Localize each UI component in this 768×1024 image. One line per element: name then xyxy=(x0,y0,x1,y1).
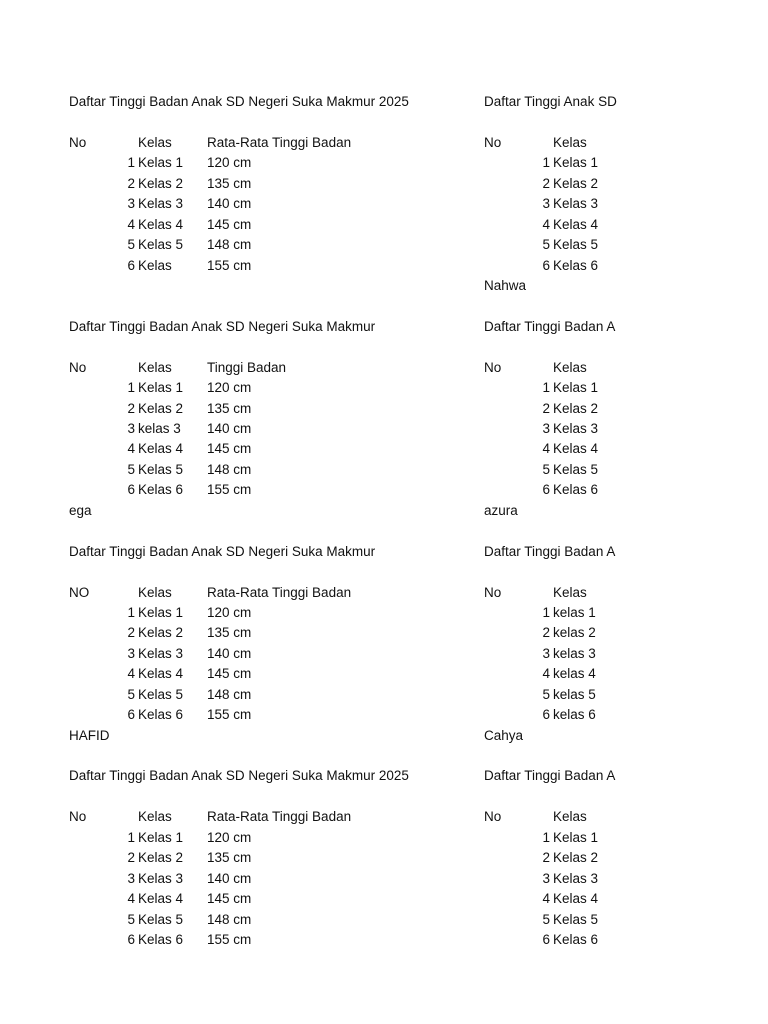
row-kelas: Kelas 5 xyxy=(138,686,184,702)
blank-row xyxy=(69,787,469,807)
row-kelas: kelas 1 xyxy=(553,604,596,620)
row-kelas: kelas 4 xyxy=(553,666,596,682)
table-row xyxy=(484,399,622,419)
table-row xyxy=(69,174,469,194)
header-kelas: Kelas xyxy=(553,584,587,600)
row-number: 5 xyxy=(127,686,135,702)
row-number: 4 xyxy=(542,891,550,907)
row-kelas: Kelas 2 xyxy=(138,850,184,866)
table-title: Daftar Tinggi Anak SD xyxy=(484,94,617,109)
row-number: 2 xyxy=(127,175,135,191)
row-kelas: Kelas 1 xyxy=(138,380,184,396)
row-kelas: Kelas 2 xyxy=(553,400,599,416)
row-number: 5 xyxy=(542,911,550,927)
row-number: 1 xyxy=(127,829,135,845)
row-kelas: kelas 2 xyxy=(553,625,596,641)
blank-row xyxy=(484,112,622,132)
table-row xyxy=(484,215,622,235)
header-row xyxy=(69,583,469,603)
table-row xyxy=(69,439,469,459)
table-row xyxy=(69,644,469,664)
table-title: Daftar Tinggi Badan A xyxy=(484,768,616,784)
header-row xyxy=(69,358,469,378)
row-number: 4 xyxy=(127,891,135,907)
row-kelas: Kelas 2 xyxy=(138,175,184,191)
header-tinggi-badan: Rata-Rata Tinggi Badan xyxy=(207,134,352,150)
row-tinggi-badan: 145 cm xyxy=(207,891,252,907)
row-tinggi-badan: 148 cm xyxy=(207,237,252,253)
row-number: 5 xyxy=(127,237,135,253)
row-kelas: Kelas 3 xyxy=(553,196,599,212)
header-tinggi-badan: Rata-Rata Tinggi Badan xyxy=(207,584,352,600)
row-kelas: Kelas 5 xyxy=(138,461,184,477)
table-row xyxy=(69,869,469,889)
row-number: 4 xyxy=(542,666,550,682)
row-kelas: Kelas 4 xyxy=(138,216,184,232)
table-row xyxy=(69,194,469,214)
table-row xyxy=(69,930,469,950)
header-tinggi-badan: Tinggi Badan xyxy=(207,359,287,375)
row-kelas: Kelas 4 xyxy=(138,666,184,682)
table-row xyxy=(69,889,469,909)
row-tinggi-badan: 148 cm xyxy=(207,686,252,702)
table-row xyxy=(484,194,622,214)
row-tinggi-badan: 120 cm xyxy=(207,380,252,396)
row-number: 6 xyxy=(542,931,550,947)
header-no: No xyxy=(69,809,87,825)
row-kelas: Kelas 2 xyxy=(553,850,599,866)
table-row xyxy=(484,644,622,664)
row-kelas: Kelas 3 xyxy=(553,870,599,886)
header-no: NO xyxy=(69,584,90,600)
row-tinggi-badan: 120 cm xyxy=(207,604,252,620)
row-number: 1 xyxy=(542,155,550,171)
row-tinggi-badan: 155 cm xyxy=(207,482,252,498)
row-kelas: Kelas 6 xyxy=(138,931,184,947)
row-kelas: Kelas 4 xyxy=(553,891,599,907)
row-number: 1 xyxy=(127,604,135,620)
row-kelas: Kelas 5 xyxy=(553,911,599,927)
table-row xyxy=(484,910,622,930)
row-number: 4 xyxy=(542,441,550,457)
header-row xyxy=(69,133,469,153)
blank-row xyxy=(484,787,622,807)
table-row xyxy=(69,378,469,398)
row-tinggi-badan: 120 cm xyxy=(207,829,252,845)
header-no: No xyxy=(484,809,502,825)
row-number: 1 xyxy=(542,604,550,620)
header-kelas: Kelas xyxy=(553,359,587,375)
table-row xyxy=(69,910,469,930)
table-row xyxy=(484,419,622,439)
row-number: 2 xyxy=(127,400,135,416)
row-number: 6 xyxy=(542,707,550,723)
row-kelas: Kelas 6 xyxy=(553,931,599,947)
row-kelas: Kelas 2 xyxy=(138,400,184,416)
row-number: 6 xyxy=(127,931,135,947)
table-row xyxy=(69,256,469,276)
row-kelas: Kelas 3 xyxy=(138,645,184,661)
row-tinggi-badan: 148 cm xyxy=(207,461,252,477)
row-number: 4 xyxy=(127,216,135,232)
row-tinggi-badan: 140 cm xyxy=(207,421,252,436)
blank-row xyxy=(69,112,469,132)
table-row xyxy=(484,439,622,459)
table-row xyxy=(69,419,469,439)
row-number: 3 xyxy=(127,196,135,212)
table-row xyxy=(69,828,469,848)
blank-row xyxy=(69,521,469,541)
table-row xyxy=(69,480,469,500)
table-row xyxy=(69,664,469,684)
table-row xyxy=(484,664,622,684)
table-row xyxy=(484,235,622,255)
header-no: No xyxy=(484,359,502,375)
table-title: Daftar Tinggi Badan A xyxy=(484,318,616,334)
row-kelas: Kelas 1 xyxy=(138,604,184,620)
row-tinggi-badan: 155 cm xyxy=(207,257,252,273)
row-tinggi-badan: 140 cm xyxy=(207,196,252,212)
row-number: 3 xyxy=(542,196,550,212)
header-kelas: Kelas xyxy=(138,359,172,375)
header-row xyxy=(484,807,622,827)
row-tinggi-badan: 140 cm xyxy=(207,645,252,661)
header-kelas: Kelas xyxy=(553,134,587,150)
blank-row xyxy=(69,562,469,582)
row-kelas: Kelas 5 xyxy=(553,461,599,477)
row-number: 4 xyxy=(127,666,135,682)
row-kelas: Kelas 3 xyxy=(138,870,184,886)
row-number: 3 xyxy=(542,645,550,661)
header-row xyxy=(484,133,622,153)
row-kelas: Kelas 4 xyxy=(138,441,184,457)
row-number: 5 xyxy=(542,686,550,702)
header-no: No xyxy=(69,134,87,150)
row-kelas: Kelas 6 xyxy=(553,257,599,273)
row-kelas: kelas 3 xyxy=(138,421,181,436)
row-number: 6 xyxy=(127,257,135,273)
row-tinggi-badan: 135 cm xyxy=(207,175,252,191)
header-kelas: Kelas xyxy=(138,134,172,150)
row-tinggi-badan: 120 cm xyxy=(207,155,252,171)
row-number: 5 xyxy=(542,237,550,253)
row-kelas: Kelas 1 xyxy=(138,829,184,845)
header-row xyxy=(484,583,622,603)
table-row xyxy=(69,623,469,643)
table-row xyxy=(69,705,469,725)
blank-row xyxy=(484,337,622,357)
table-title: Daftar Tinggi Badan Anak SD Negeri Suka Makmur 2025 xyxy=(69,768,409,784)
row-kelas: Kelas 1 xyxy=(553,829,599,845)
author-name: ega xyxy=(69,502,92,518)
row-kelas: kelas 5 xyxy=(553,686,596,702)
table-row xyxy=(484,685,622,705)
row-number: 2 xyxy=(542,625,550,641)
blank-row xyxy=(69,746,469,766)
blank-row xyxy=(484,521,622,541)
row-number: 1 xyxy=(127,155,135,171)
row-kelas: kelas 3 xyxy=(553,645,596,661)
row-tinggi-badan: 135 cm xyxy=(207,400,252,416)
row-number: 4 xyxy=(542,216,550,232)
row-kelas: Kelas 1 xyxy=(138,155,184,171)
author-name: Cahya xyxy=(484,727,524,743)
row-kelas: Kelas 3 xyxy=(138,196,184,212)
header-kelas: Kelas xyxy=(553,809,587,825)
table-title: Daftar Tinggi Badan Anak SD Negeri Suka Makmur xyxy=(69,543,376,559)
row-tinggi-badan: 145 cm xyxy=(207,441,252,457)
row-number: 3 xyxy=(127,421,135,436)
row-kelas: Kelas 6 xyxy=(138,482,184,498)
row-kelas: Kelas 4 xyxy=(138,891,184,907)
blank-row xyxy=(484,296,622,316)
row-kelas: Kelas 5 xyxy=(138,237,184,253)
table-row xyxy=(69,153,469,173)
row-kelas: Kelas xyxy=(138,257,172,273)
table-row xyxy=(484,603,622,623)
row-tinggi-badan: 155 cm xyxy=(207,707,252,723)
table-row xyxy=(484,930,622,950)
table-row xyxy=(484,705,622,725)
table-row xyxy=(484,623,622,643)
row-tinggi-badan: 135 cm xyxy=(207,850,252,866)
blank-row xyxy=(69,296,469,316)
row-kelas: Kelas 1 xyxy=(553,380,599,396)
row-kelas: Kelas 1 xyxy=(553,155,599,171)
table-row xyxy=(69,235,469,255)
row-kelas: Kelas 2 xyxy=(553,175,599,191)
row-kelas: Kelas 4 xyxy=(553,216,599,232)
row-number: 6 xyxy=(542,257,550,273)
header-row xyxy=(69,807,469,827)
row-kelas: Kelas 2 xyxy=(138,625,184,641)
row-tinggi-badan: 145 cm xyxy=(207,666,252,682)
row-number: 2 xyxy=(542,175,550,191)
table-row xyxy=(69,685,469,705)
row-number: 3 xyxy=(542,870,550,886)
blank-row xyxy=(69,337,469,357)
table-row xyxy=(484,153,622,173)
right-column xyxy=(484,92,622,950)
row-kelas: Kelas 5 xyxy=(553,237,599,253)
table-title: Daftar Tinggi Badan A xyxy=(484,543,616,559)
row-tinggi-badan: 155 cm xyxy=(207,931,252,947)
author-name xyxy=(69,276,469,296)
table-row xyxy=(69,848,469,868)
row-number: 3 xyxy=(127,645,135,661)
row-number: 2 xyxy=(127,850,135,866)
row-number: 2 xyxy=(127,625,135,641)
left-column xyxy=(69,92,469,950)
row-number: 2 xyxy=(542,850,550,866)
table-row xyxy=(484,174,622,194)
row-number: 4 xyxy=(127,441,135,457)
table-row xyxy=(69,603,469,623)
table-title: Daftar Tinggi Badan Anak SD Negeri Suka Makmur xyxy=(69,318,376,334)
row-number: 3 xyxy=(542,421,550,436)
table-row xyxy=(69,460,469,480)
row-kelas: Kelas 3 xyxy=(553,421,599,436)
table-title: Daftar Tinggi Badan Anak SD Negeri Suka Makmur 2025 xyxy=(69,94,409,109)
table-row xyxy=(484,480,622,500)
table-row xyxy=(69,399,469,419)
table-row xyxy=(484,378,622,398)
row-number: 5 xyxy=(542,461,550,477)
table-row xyxy=(484,256,622,276)
row-tinggi-badan: 145 cm xyxy=(207,216,252,232)
header-kelas: Kelas xyxy=(138,809,172,825)
row-tinggi-badan: 135 cm xyxy=(207,625,252,641)
author-name: azura xyxy=(484,502,518,518)
row-number: 1 xyxy=(542,829,550,845)
table-row xyxy=(69,215,469,235)
row-kelas: Kelas 5 xyxy=(138,911,184,927)
row-kelas: Kelas 6 xyxy=(553,482,599,498)
row-kelas: Kelas 4 xyxy=(553,441,599,457)
row-tinggi-badan: 140 cm xyxy=(207,870,252,886)
row-number: 5 xyxy=(127,911,135,927)
header-tinggi-badan: Rata-Rata Tinggi Badan xyxy=(207,809,352,825)
blank-row xyxy=(484,562,622,582)
table-row xyxy=(484,848,622,868)
author-name: HAFID xyxy=(69,727,110,743)
row-number: 6 xyxy=(542,482,550,498)
table-row xyxy=(484,460,622,480)
header-no: No xyxy=(484,134,502,150)
table-row xyxy=(484,828,622,848)
row-tinggi-badan: 148 cm xyxy=(207,911,252,927)
header-no: No xyxy=(484,584,502,600)
row-number: 6 xyxy=(127,707,135,723)
row-number: 5 xyxy=(127,461,135,477)
header-kelas: Kelas xyxy=(138,584,172,600)
blank-row xyxy=(484,746,622,766)
row-number: 1 xyxy=(542,380,550,396)
row-number: 6 xyxy=(127,482,135,498)
row-kelas: kelas 6 xyxy=(553,707,596,723)
table-row xyxy=(484,869,622,889)
row-number: 1 xyxy=(127,380,135,396)
header-no: No xyxy=(69,359,87,375)
header-row xyxy=(484,358,622,378)
row-number: 2 xyxy=(542,400,550,416)
author-name: Nahwa xyxy=(484,277,527,293)
row-kelas: Kelas 6 xyxy=(138,707,184,723)
row-number: 3 xyxy=(127,870,135,886)
table-row xyxy=(484,889,622,909)
